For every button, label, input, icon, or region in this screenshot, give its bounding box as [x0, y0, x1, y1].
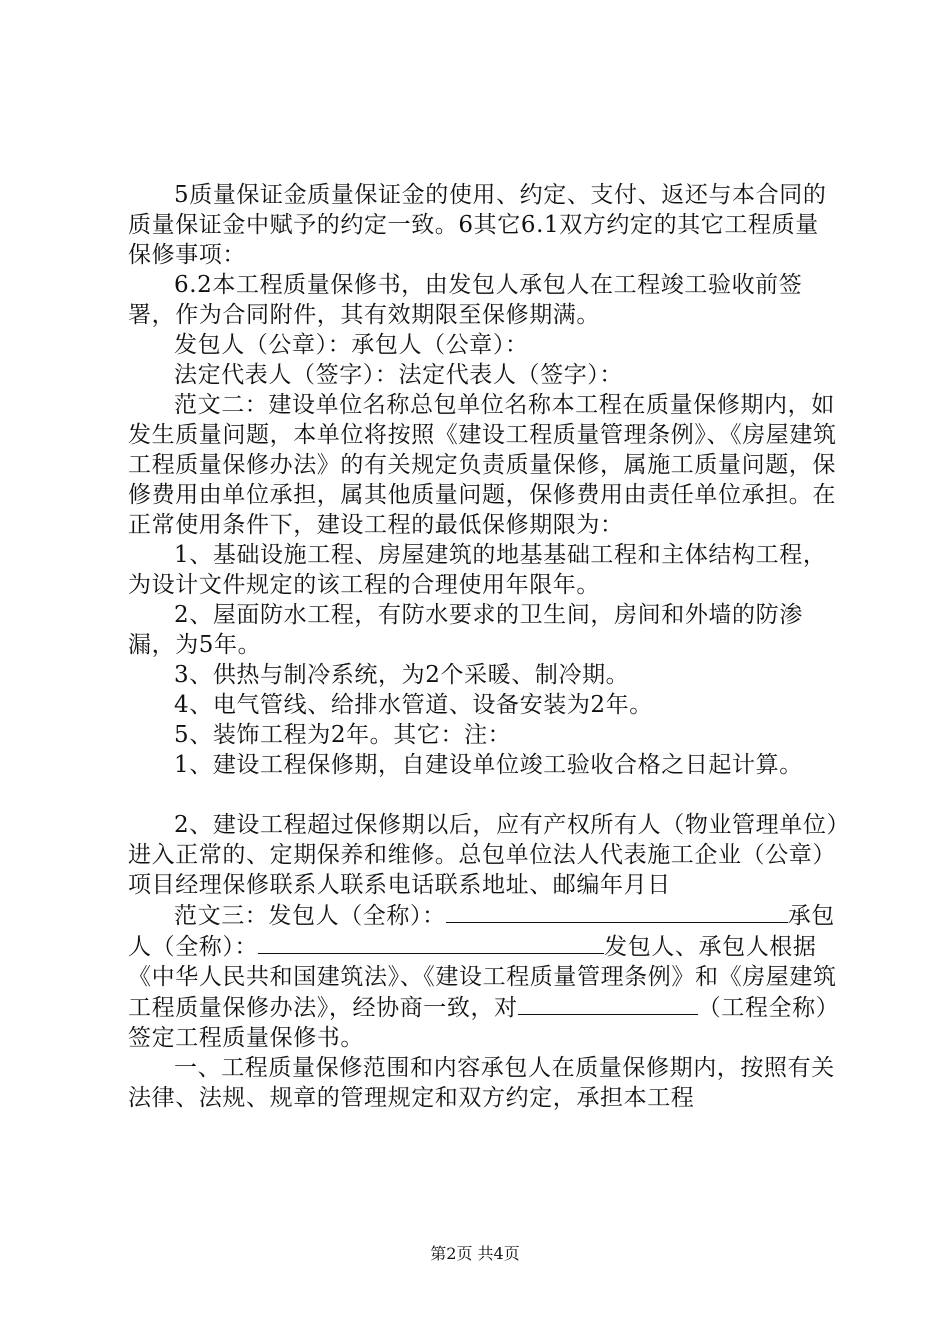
form-paragraph	[128, 900, 842, 1053]
form-closing-text: （工程全称）签定工程质量保修书。	[128, 995, 840, 1051]
paragraph: 1、基础设施工程、房屋建筑的地基基础工程和主体结构工程，为设计文件规定的该工程的合理使用年限年。	[128, 542, 827, 598]
employer-name-blank	[446, 900, 786, 923]
paragraph: 5质量保证金质量保证金的使用、约定、支付、返还与本合同的质量保证金中赋予的约定一致。6其它6.1双方约定的其它工程质量保修事项：	[128, 182, 827, 268]
form-label-contractor: 承包人（全称）：	[128, 903, 835, 960]
paragraph: 6.2本工程质量保修书，由发包人承包人在工程竣工验收前签署，作为合同附件，其有效期限至保修期满。	[128, 272, 803, 328]
paragraph: 5、装饰工程为2年。其它：注：	[174, 722, 512, 748]
paragraph: 一、工程质量保修范围和内容承包人在质量保修期内，按照有关法律、法规、规章的管理规定和双方约定，承担本工程	[128, 1055, 835, 1111]
document-body	[128, 180, 842, 1113]
paragraph: 2、建设工程超过保修期以后，应有产权所有人（物业管理单位）进入正常的、定期保养和维修。总包单位法人代表施工企业（公章）项目经理保修联系人联系电话联系地址、邮编年月日	[128, 812, 839, 898]
paragraph: 1、建设工程保修期，自建设单位竣工验收合格之日起计算。	[174, 752, 803, 778]
form-agreement-text: 发包人、承包人根据《中华人民共和国建筑法》、《建设工程质量管理条例》和《房屋建筑工程质量保修办法》，经协商一致，对	[128, 934, 837, 1021]
paragraph: 4、电气管线、给排水管道、设备安装为2年。	[174, 692, 653, 718]
page-footer: 第2页 共4页	[430, 1244, 520, 1263]
paragraph: 发包人（公章）：承包人（公章）：	[174, 332, 529, 358]
paragraph: 范文二：建设单位名称总包单位名称本工程在质量保修期内，如发生质量问题，本单位将按照《建设工程质量管理条例》、《房屋建筑工程质量保修办法》的有关规定负责质量保修，属施工质量问题，保修费用由单位承担，属其他质量问题，保修费用由责任单位承担。在正常使用条件下，建设工程的最低保修期限为：	[128, 392, 837, 538]
contractor-name-blank	[258, 931, 604, 954]
form-label-employer: 范文三：发包人（全称）：	[174, 903, 446, 929]
paragraph: 3、供热与制冷系统，为2个采暖、制冷期。	[174, 662, 630, 688]
paragraph: 法定代表人（签字）：法定代表人（签字）：	[174, 362, 623, 388]
paragraph: 2、屋面防水工程，有防水要求的卫生间，房间和外墙的防渗漏，为5年。	[128, 602, 803, 658]
project-name-blank	[518, 992, 698, 1015]
employer-name-blank-cont	[740, 900, 788, 923]
